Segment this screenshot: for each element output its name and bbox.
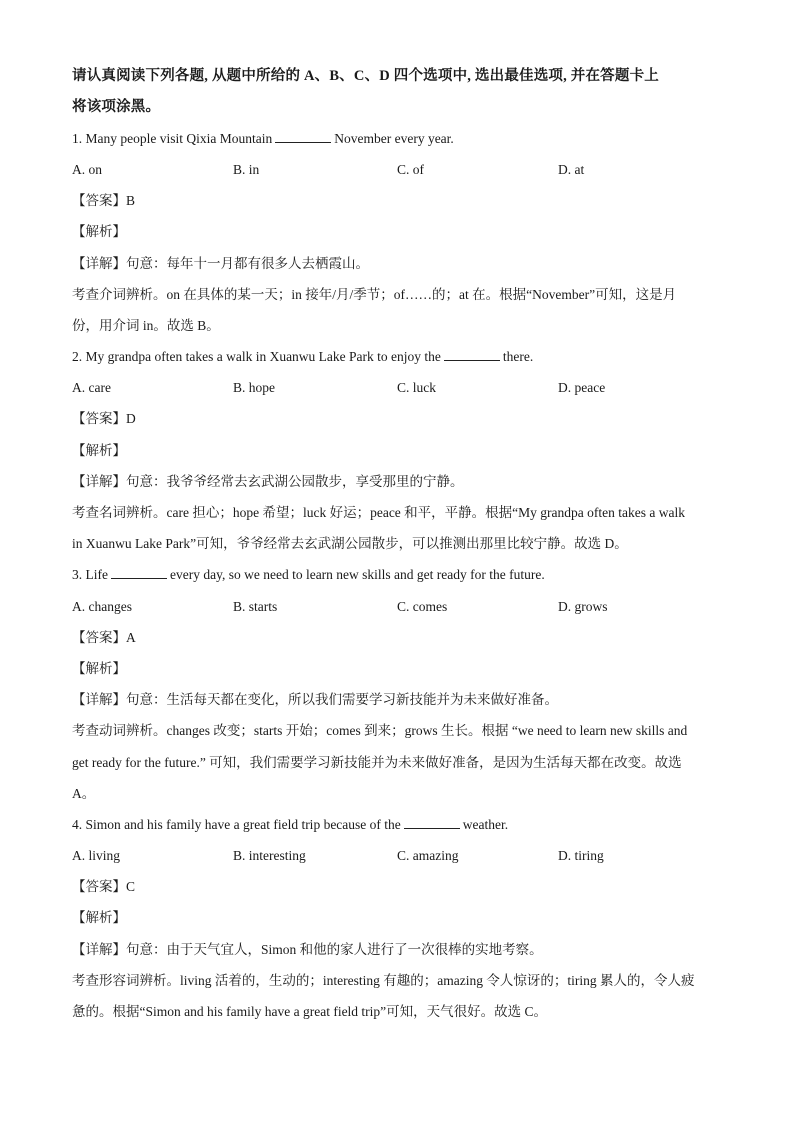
q2-option-a: A. care [72,380,111,395]
q4-option-d: D. tiring [558,848,604,863]
q3-detail-3: get ready for the future.” 可知，我们需要学习新技能并为未来做好准备，是因为生活每天都在改变。故选 [72,755,682,770]
q2-option-d: D. peace [558,380,606,395]
q1-option-a: A. on [72,162,102,177]
answer-blank [275,129,331,143]
q1-option-b: B. in [233,162,260,177]
question-1-stem: 1. Many people visit Qixia Mountain November every year. [72,131,454,146]
q3-detail-2: 考查动词辨析。changes 改变；starts 开始；comes 到来；grows 生长。根据 “we need to learn new skills and [72,723,688,738]
q4-option-a: A. living [72,848,121,863]
q1-option-c: C. of [397,162,424,177]
answer-blank [404,815,460,829]
q4-option-c: C. amazing [397,848,459,863]
instruction-line-2: 将该项涂黑。 [72,99,161,115]
q2-answer: 【答案】D [72,411,136,426]
q2-detail-2: 考查名词辨析。care 担心；hope 希望；luck 好运；peace 和平，平静。根据“My grandpa often takes a walk [72,505,685,520]
q3-option-a: A. changes [72,599,132,614]
instruction-line-1: 请认真阅读下列各题, 从题中所给的 A、B、C、D 四个选项中, 选出最佳选项, 并在答题卡上 [72,68,659,84]
answer-blank [444,347,500,361]
q3-analysis-tag: 【解析】 [72,661,126,676]
q1-answer: 【答案】B [72,193,136,208]
q1-option-d: D. at [558,162,585,177]
q1-detail-3: 份，用介词 in。故选 B。 [72,318,220,333]
q4-detail-1: 【详解】句意：由于天气宜人，Simon 和他的家人进行了一次很棒的实地考察。 [72,942,543,957]
q2-analysis-tag: 【解析】 [72,443,126,458]
q3-option-b: B. starts [233,599,278,614]
q3-detail-4: A。 [72,786,96,801]
question-2-stem: 2. My grandpa often takes a walk in Xuanwu Lake Park to enjoy the there. [72,349,534,364]
q3-detail-1: 【详解】句意：生活每天都在变化，所以我们需要学习新技能并为未来做好准备。 [72,692,558,707]
q2-detail-1: 【详解】句意：我爷爷经常去玄武湖公园散步，享受那里的宁静。 [72,474,464,489]
q4-option-b: B. interesting [233,848,306,863]
q3-option-c: C. comes [397,599,448,614]
q4-detail-2: 考查形容词辨析。living 活着的，生动的；interesting 有趣的；amazing 令人惊讶的；tiring 累人的，令人疲 [72,973,695,988]
q2-option-b: B. hope [233,380,275,395]
q3-answer: 【答案】A [72,630,136,645]
q3-option-d: D. grows [558,599,608,614]
q1-detail-2: 考查介词辨析。on 在具体的某一天；in 接年/月/季节；of……的；at 在。根据“November”可知，这是月 [72,287,677,302]
q1-detail-1: 【详解】句意：每年十一月都有很多人去栖霞山。 [72,256,369,271]
question-4-stem: 4. Simon and his family have a great field trip because of the weather. [72,817,509,832]
q2-detail-3: in Xuanwu Lake Park”可知，爷爷经常去玄武湖公园散步，可以推测出那里比较宁静。故选 D。 [72,536,628,551]
question-3-stem: 3. Life every day, so we need to learn new skills and get ready for the future. [72,567,545,582]
q1-analysis-tag: 【解析】 [72,224,126,239]
q2-option-c: C. luck [397,380,436,395]
q4-answer: 【答案】C [72,879,136,894]
q4-detail-3: 惫的。根据“Simon and his family have a great field trip”可知，天气很好。故选 C。 [72,1004,548,1019]
answer-blank [111,565,167,579]
q4-analysis-tag: 【解析】 [72,910,126,925]
